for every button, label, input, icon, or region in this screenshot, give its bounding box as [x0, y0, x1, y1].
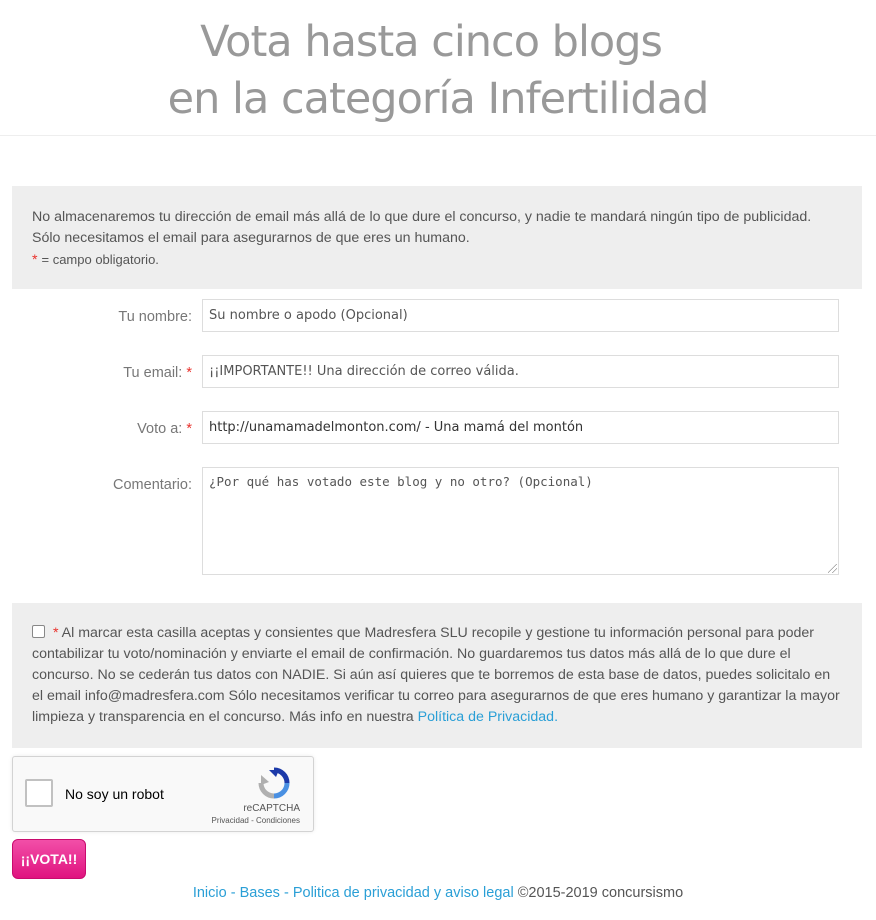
footer — [0, 885, 876, 901]
page-title-line-1: Vota hasta cinco blogs — [200, 17, 662, 67]
recaptcha-label: No soy un robot — [65, 786, 164, 802]
comment-textarea[interactable] — [202, 467, 839, 575]
vote-row — [12, 411, 862, 445]
footer-link-bases[interactable]: Bases — [239, 885, 280, 901]
footer-copyright: ©2015-2019 concursismo — [517, 885, 684, 901]
consent-text: Al marcar esta casilla aceptas y consientes que Madresfera SLU recopile y gestione tu información personal para poder contabilizar tu voto/nominación y enviarte el email de confirmación. No guardaremos tus datos más allá de lo que dure el concurso. No se cederán tus datos con NADIE. Si aún así quieres que te borremos de esta base de datos, puedes solicitalo en el email info@madresfera.com Sólo necesitamos verificar tu correo para asegurarnos de que eres humano y garantizar la mayor limpieza y transparencia en el concurso. Más info en nuestra — [32, 625, 840, 725]
comment-label: Comentario: — [113, 477, 192, 493]
resize-grip-icon[interactable] — [828, 564, 837, 573]
consent-panel — [12, 603, 862, 748]
footer-separator: - — [283, 885, 289, 901]
footer-link-privacy[interactable]: Politica de privacidad y aviso legal — [292, 885, 514, 901]
email-notice-text: No almacenaremos tu dirección de email más allá de lo que dure el concurso, y nadie te mandará ningún tipo de publicidad. Sólo necesitamos el email para asegurarnos de que eres un humano. — [32, 209, 812, 246]
required-note: = campo obligatorio. — [41, 252, 159, 267]
privacy-policy-link[interactable]: Política de Privacidad. — [417, 709, 559, 725]
name-label: Tu nombre: — [118, 309, 192, 325]
consent-checkbox[interactable] — [32, 625, 45, 638]
email-label: Tu email: * — [123, 365, 192, 381]
footer-link-inicio[interactable]: Inicio — [192, 885, 227, 901]
footer-separator: - — [230, 885, 236, 901]
vote-label: Voto a: * — [137, 421, 192, 437]
email-input[interactable]: ¡¡IMPORTANTE!! Una dirección de correo válida. — [202, 355, 839, 388]
required-asterisk: * — [32, 252, 38, 268]
vote-submit-button[interactable]: ¡¡VOTA!! — [12, 839, 86, 879]
recaptcha-terms-link[interactable]: Privacidad - Condiciones — [211, 816, 300, 825]
consent-required-mark: * — [52, 625, 59, 641]
email-required-mark: * — [186, 365, 192, 381]
page-header — [0, 0, 876, 136]
recaptcha-logo-icon — [257, 766, 291, 800]
vote-select[interactable]: http://unamamadelmonton.com/ - Una mamá del montón — [202, 411, 839, 444]
vote-required-mark: * — [186, 421, 192, 437]
recaptcha-checkbox[interactable] — [25, 779, 53, 807]
comment-row — [12, 467, 862, 575]
name-input[interactable]: Su nombre o apodo (Opcional) — [202, 299, 839, 332]
recaptcha-brand: reCAPTCHA — [243, 803, 300, 814]
email-row — [12, 355, 862, 389]
email-notice-panel — [12, 186, 862, 289]
recaptcha-widget — [12, 756, 314, 832]
name-row — [12, 299, 862, 333]
page-title-line-2: en la categoría Infertilidad — [167, 74, 709, 124]
comment-placeholder: ¿Por qué has votado este blog y no otro? (Opcional) — [209, 474, 593, 489]
